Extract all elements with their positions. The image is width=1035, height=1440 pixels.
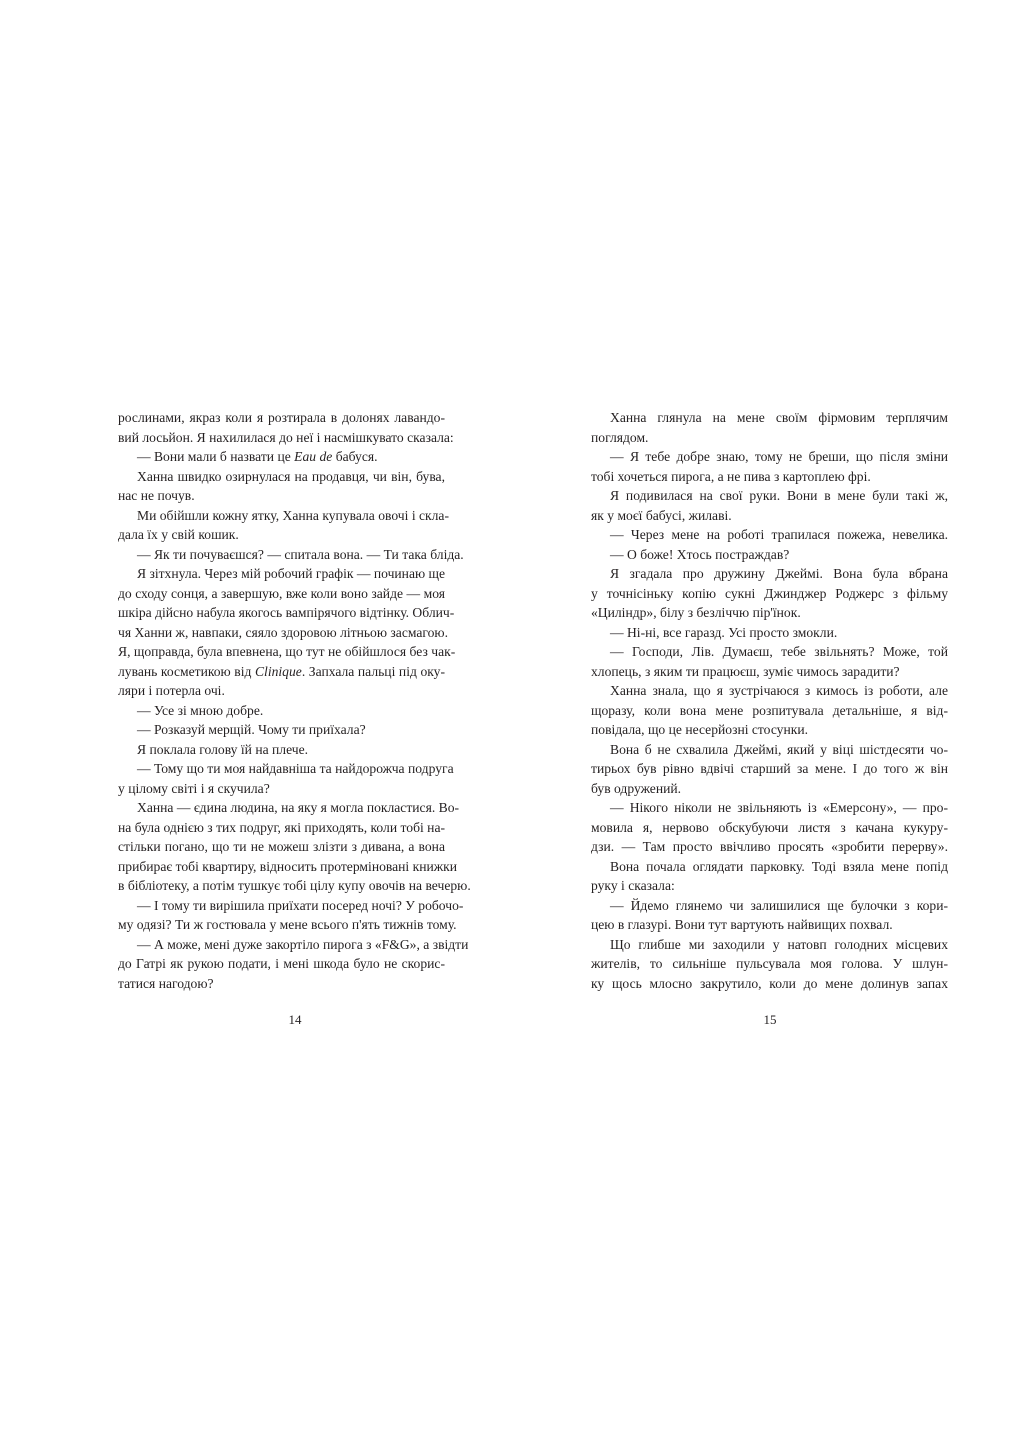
text-line [591, 564, 948, 584]
text-segment: — Господи, Лів. Думаєш, тебе звільнять? Може, той [610, 644, 948, 659]
text-line [118, 525, 445, 545]
text-segment: Вона б не схвалила Джеймі, який у віці шістдесяти чо- [610, 741, 948, 757]
text-line [118, 584, 445, 604]
text-line [591, 447, 948, 467]
left-page-text [118, 408, 471, 993]
text-line [118, 486, 445, 506]
text-line [591, 837, 948, 857]
text-segment: жителів, то сильніше пульсувала моя голова. У шлун- [591, 956, 948, 971]
text-segment: шкіра дійсно набула якогось вампірячого відтінку. Облич- [118, 605, 455, 620]
text-segment: тирьох був рівно вдвічі старший за мене. І до того ж він [591, 761, 948, 776]
text-line [591, 584, 948, 604]
text-segment: Ханна знала, що я зустрічаюся з кимось із роботи, але [610, 683, 948, 698]
text-line [118, 545, 464, 565]
text-line [591, 759, 948, 779]
text-line [118, 974, 445, 994]
text-line [591, 506, 948, 526]
text-line [118, 935, 469, 955]
text-line [118, 954, 445, 974]
text-segment: вий лосьйон. Я нахилилася до неї і насмішкувато сказала: [118, 429, 454, 445]
text-segment: — Розказуй мерщій. Чому ти приїхала? [137, 722, 366, 737]
text-segment: . Запхала пальці під оку- [301, 663, 446, 679]
text-segment: Я поклала голову їй на плече. [137, 741, 309, 757]
text-segment: мовила я, нервово обскубуючи листя з качана кукуру- [591, 819, 948, 835]
text-segment: — Ні-ні, все гаразд. Усі просто змокли. [610, 624, 838, 640]
text-segment: Я подивилася на свої руки. Вони в мене були такі ж, [610, 488, 948, 503]
text-line [118, 408, 445, 428]
text-line [591, 486, 948, 506]
page-number-left: 14 [288, 1012, 302, 1027]
text-segment: — Я тебе добре знаю, тому не бреши, що після зміни [610, 449, 948, 464]
text-line [591, 720, 948, 740]
text-segment: — О боже! Хтось постраждав? [610, 546, 790, 562]
text-segment: чя Ханни ж, навпаки, сяяло здоровою літньою засмагою. [118, 624, 448, 640]
text-line [118, 818, 445, 838]
text-segment: до сходу сонця, а завершую, вже коли воно зайде — моя [118, 585, 445, 601]
text-line [118, 681, 445, 701]
text-line [591, 603, 948, 623]
text-segment: стільки погано, що ти не можеш злізти з дивана, а вона [118, 839, 445, 854]
text-line [118, 798, 460, 818]
page-number-right: 15 [763, 1012, 777, 1027]
text-segment: Я згадала про дружину Джеймі. Вона була вбрана [610, 566, 948, 581]
text-line [118, 720, 445, 740]
text-segment: рослинами, якраз коли я розтирала в долонях лавандо- [118, 410, 445, 425]
text-line [591, 798, 948, 818]
text-segment: татися нагодою? [118, 975, 214, 991]
text-segment: прибирає тобі квартиру, відносить протерміновані книжки [118, 858, 458, 874]
text-segment: Я зітхнула. Через мій робочий графік — починаю ще [137, 566, 446, 581]
text-line [118, 915, 457, 935]
text-segment: у точнісіньку копію сукні Джинджер Роджерс з фільму [591, 585, 948, 601]
text-segment: — І тому ти вирішила приїхати посеред ночі? У робочо- [137, 897, 464, 913]
text-segment: у цілому світі і я скучила? [118, 780, 270, 796]
text-segment: — Як ти почуваєшся? — спитала вона. — Ти така бліда. [137, 546, 464, 562]
text-line [591, 876, 948, 896]
text-line [118, 837, 445, 857]
text-segment: ляри і потерла очі. [118, 683, 225, 698]
text-segment: щоразу, коли вона мене розпитувала детальніше, я від- [591, 702, 948, 718]
text-line [118, 740, 445, 760]
text-segment: Ми обійшли кожну ятку, Ханна купувала овочі і скла- [137, 507, 449, 523]
text-line [591, 467, 948, 487]
text-line [118, 701, 445, 721]
text-segment: до Гатрі як рукою подати, і мені шкода було не скорис- [118, 956, 445, 971]
text-line [591, 974, 948, 994]
text-segment: Вона почала оглядати парковку. Тоді взяла мене попід [610, 858, 948, 874]
text-segment: ку щось млосно закрутило, коли до мене долинув запах [591, 975, 948, 991]
text-line [591, 915, 948, 935]
text-segment: цею в глазурі. Вони тут вартують найвищих похвал. [591, 917, 893, 932]
text-segment: — Нікого ніколи не звільняють із «Емерсону», — про- [610, 800, 948, 815]
text-line [118, 623, 448, 643]
text-segment: — А може, мені дуже закортіло пирога з «F&G», а звідти [137, 936, 469, 952]
text-segment: Я, щоправда, була впевнена, що тут не обійшлося без чак- [118, 644, 456, 659]
text-line [591, 740, 948, 760]
text-segment: як у моєї бабусі, жилаві. [591, 507, 732, 523]
text-line [118, 896, 464, 916]
text-line [591, 857, 948, 877]
text-line [591, 954, 948, 974]
text-segment: в бібліотеку, а потім тушкує тобі цілу купу овочів на вечерю. [118, 878, 471, 893]
text-segment: був одружений. [591, 780, 682, 796]
text-segment: — Через мене на роботі трапилася пожежа, невелика. [610, 527, 948, 542]
italic-text: Eau de [294, 449, 333, 464]
text-segment: — Тому що ти моя найдавніша та найдорожча подруга [137, 761, 454, 776]
text-line [591, 545, 948, 565]
text-line [118, 642, 456, 662]
text-segment: Що глибше ми заходили у натовп голодних місцевих [610, 936, 948, 952]
text-line [591, 428, 948, 448]
text-line [591, 662, 948, 682]
text-line [118, 857, 458, 877]
text-segment: бабуся. [332, 449, 378, 464]
text-line [591, 642, 948, 662]
text-segment: руку і сказала: [591, 878, 675, 893]
text-segment: — Усе зі мною добре. [137, 702, 264, 718]
text-segment: дала їх у свій кошик. [118, 527, 239, 542]
text-segment: Ханна — єдина людина, на яку я могла покластися. Во- [137, 800, 460, 815]
text-line [591, 525, 948, 545]
text-line [591, 779, 948, 799]
right-page-text [591, 408, 948, 993]
text-segment: Ханна швидко озирнулася на продавця, чи він, бува, [137, 468, 445, 484]
text-segment: нас не почув. [118, 488, 195, 503]
text-segment: му одязі? Ти ж гостювала у мене всього п'ять тижнів тому. [118, 917, 457, 932]
text-line [591, 623, 948, 643]
text-line [118, 779, 445, 799]
text-line [591, 681, 948, 701]
text-segment: повідала, що це несерйозні стосунки. [591, 722, 809, 737]
text-line [118, 506, 449, 526]
text-segment: тобі хочеться пирога, а не пива з картоплею фрі. [591, 468, 871, 484]
text-line [118, 603, 455, 623]
text-line [591, 701, 948, 721]
text-segment: Ханна глянула на мене своїм фірмовим терплячим [610, 410, 948, 425]
text-line [591, 896, 948, 916]
text-line [118, 447, 445, 467]
text-segment: лувань косметикою від [118, 663, 255, 679]
text-line [118, 876, 471, 896]
text-line [118, 467, 445, 487]
text-segment: поглядом. [591, 429, 649, 445]
text-line [591, 408, 948, 428]
text-line [591, 818, 948, 838]
text-line [591, 935, 948, 955]
text-segment: — Йдемо глянемо чи залишилися ще булочки з кори- [610, 897, 948, 913]
text-segment: — Вони мали б назвати це [137, 449, 295, 464]
text-segment: «Циліндр», білу з безліччю пір'їнок. [591, 605, 801, 620]
text-line [118, 662, 445, 682]
text-line [118, 759, 454, 779]
italic-text: Clinique [254, 663, 302, 679]
text-segment: хлопець, з яким ти працюєш, зуміє чимось зарадити? [591, 663, 900, 679]
text-segment: на була однією з тих подруг, які приходять, коли тобі на- [118, 819, 445, 835]
text-line [118, 428, 454, 448]
text-line [118, 564, 445, 584]
text-segment: дзи. — Там просто ввічливо просять «зробити перерву». [591, 839, 948, 854]
